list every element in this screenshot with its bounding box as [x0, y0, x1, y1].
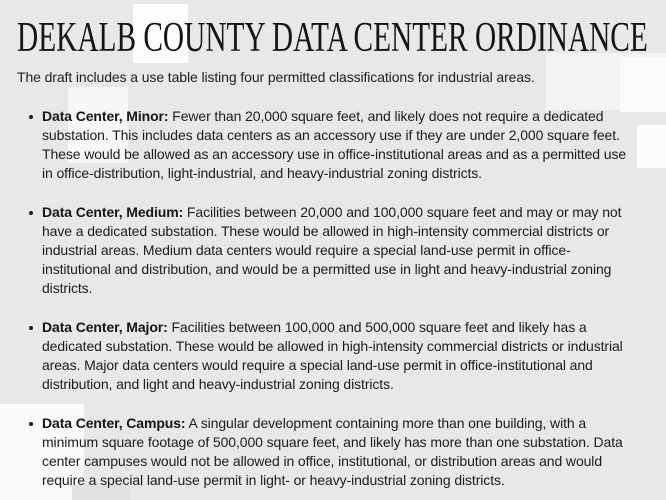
bullet-icon — [29, 326, 33, 330]
bullet-icon — [29, 211, 33, 215]
item-label: Data Center, Campus: — [42, 415, 186, 431]
item-text — [42, 203, 630, 298]
item-label: Data Center, Major: — [42, 319, 168, 335]
item-text — [42, 107, 630, 183]
bullet-icon — [29, 422, 33, 426]
item-body: Facilities between 20,000 and 100,000 square feet and may or may not have a dedicated substation. These would be allowed in high-intensity commercial districts or industrial areas. Medium data centers would require a special land-use permit in office-institutional and distribution, and would be a permitted use in light and heavy-industrial zoning districts. — [42, 204, 622, 296]
classification-list — [17, 107, 648, 490]
page-title — [17, 15, 648, 61]
subtitle: The draft includes a use table listing four permitted classifications for industrial areas. — [17, 69, 535, 85]
item-body: Fewer than 20,000 square feet, and likely does not require a dedicated substation. This includes data centers as an accessory use if they are under 2,000 square feet. These would be allowed as an accessory use in office-institutional areas and as a permitted use in office-distribution, light-industrial, and heavy-industrial zoning districts. — [42, 108, 627, 181]
list-item-medium — [17, 203, 648, 298]
item-body: Facilities between 100,000 and 500,000 square feet and likely has a dedicated substation. These would be allowed in high-intensity commercial districts or industrial areas. Major data centers would require a special land-use permit in office-institutional and distribution, and light and heavy-industrial zoning districts. — [42, 319, 623, 392]
list-item-minor — [17, 107, 648, 183]
list-item-campus — [17, 414, 648, 490]
item-label: Data Center, Medium: — [42, 204, 184, 220]
bullet-icon — [29, 115, 33, 119]
item-label: Data Center, Minor: — [42, 108, 169, 124]
list-item-major — [17, 318, 648, 394]
page-title-text: DEKALB COUNTY DATA CENTER ORDINANCE — [17, 15, 648, 61]
item-text — [42, 414, 630, 490]
item-text — [42, 318, 630, 394]
item-body: A singular development containing more than one building, with a minimum square footage of 500,000 square feet, and likely has more than one substation. Data center campuses would not be allowed in office, institutional, or distribution areas and would require a special land-use permit in light- or heavy-industrial zoning districts. — [42, 415, 623, 488]
